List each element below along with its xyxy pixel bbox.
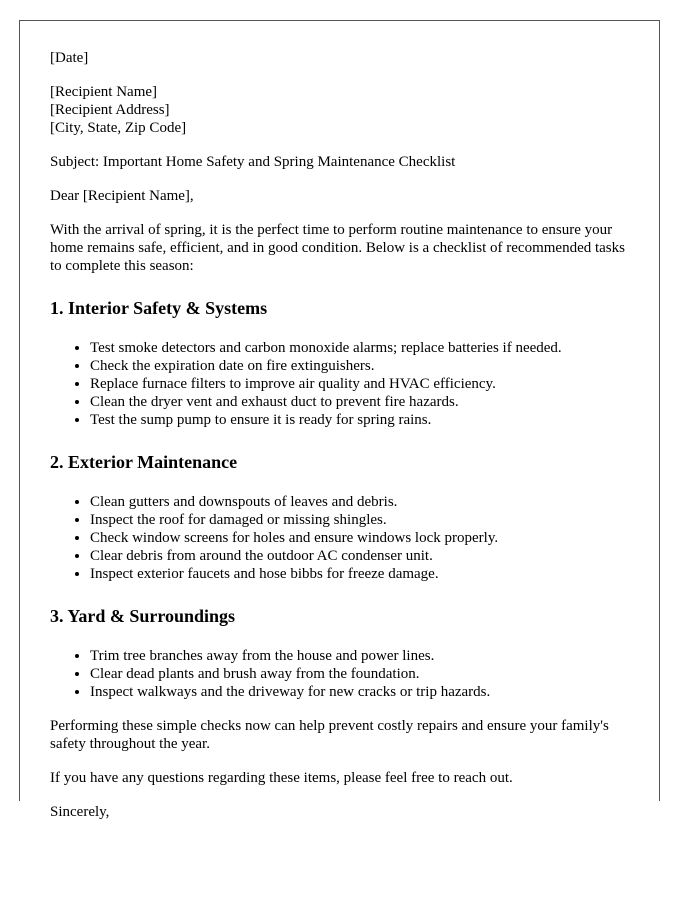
recipient-city-state-zip: [City, State, Zip Code] (50, 120, 187, 136)
section-heading-interior: 1. Interior Safety & Systems (50, 298, 268, 318)
list-item: • Test smoke detectors and carbon monoxide alarms; replace batteries if needed. (90, 339, 630, 357)
recipient-address-block (50, 83, 630, 137)
letter-intro: With the arrival of spring, it is the perfect time to perform routine maintenance to ensure your home remains safe, efficient, and in good condition. Below is a checklist of recommended tasks to complete this season: (50, 222, 625, 274)
section-heading-yard: 3. Yard & Surroundings (50, 606, 236, 626)
recipient-name: [Recipient Name] (50, 84, 158, 100)
letter-content (50, 49, 630, 837)
list-item: • Inspect exterior faucets and hose bibbs for freeze damage. (90, 565, 630, 583)
list-item: • Clear debris from around the outdoor AC condenser unit. (90, 547, 630, 565)
list-item: • Clean gutters and downspouts of leaves and debris. (90, 493, 630, 511)
closing-paragraph: Performing these simple checks now can help prevent costly repairs and ensure your family's safety throughout the year. (50, 718, 609, 752)
list-item: • Check the expiration date on fire extinguishers. (90, 357, 630, 375)
letter-date: [Date] (50, 50, 89, 66)
checklist-interior (50, 339, 630, 429)
letter-subject: Subject: Important Home Safety and Spring Maintenance Checklist (50, 154, 456, 170)
letter-page (19, 20, 660, 820)
checklist-exterior (50, 493, 630, 583)
checklist-yard (50, 647, 630, 701)
sign-off: Sincerely, (50, 804, 110, 820)
list-item: • Trim tree branches away from the house and power lines. (90, 647, 630, 665)
list-item: • Clear dead plants and brush away from the foundation. (90, 665, 630, 683)
list-item: • Clean the dryer vent and exhaust duct to prevent fire hazards. (90, 393, 630, 411)
list-item: • Check window screens for holes and ensure windows lock properly. (90, 529, 630, 547)
letter-salutation: Dear [Recipient Name], (50, 188, 194, 204)
list-item: • Test the sump pump to ensure it is ready for spring rains. (90, 411, 630, 429)
list-item: • Inspect walkways and the driveway for new cracks or trip hazards. (90, 683, 630, 701)
recipient-address: [Recipient Address] (50, 102, 170, 118)
list-item: • Replace furnace filters to improve air quality and HVAC efficiency. (90, 375, 630, 393)
list-item: • Inspect the roof for damaged or missing shingles. (90, 511, 630, 529)
section-heading-exterior: 2. Exterior Maintenance (50, 452, 238, 472)
questions-paragraph: If you have any questions regarding these items, please feel free to reach out. (50, 770, 513, 786)
